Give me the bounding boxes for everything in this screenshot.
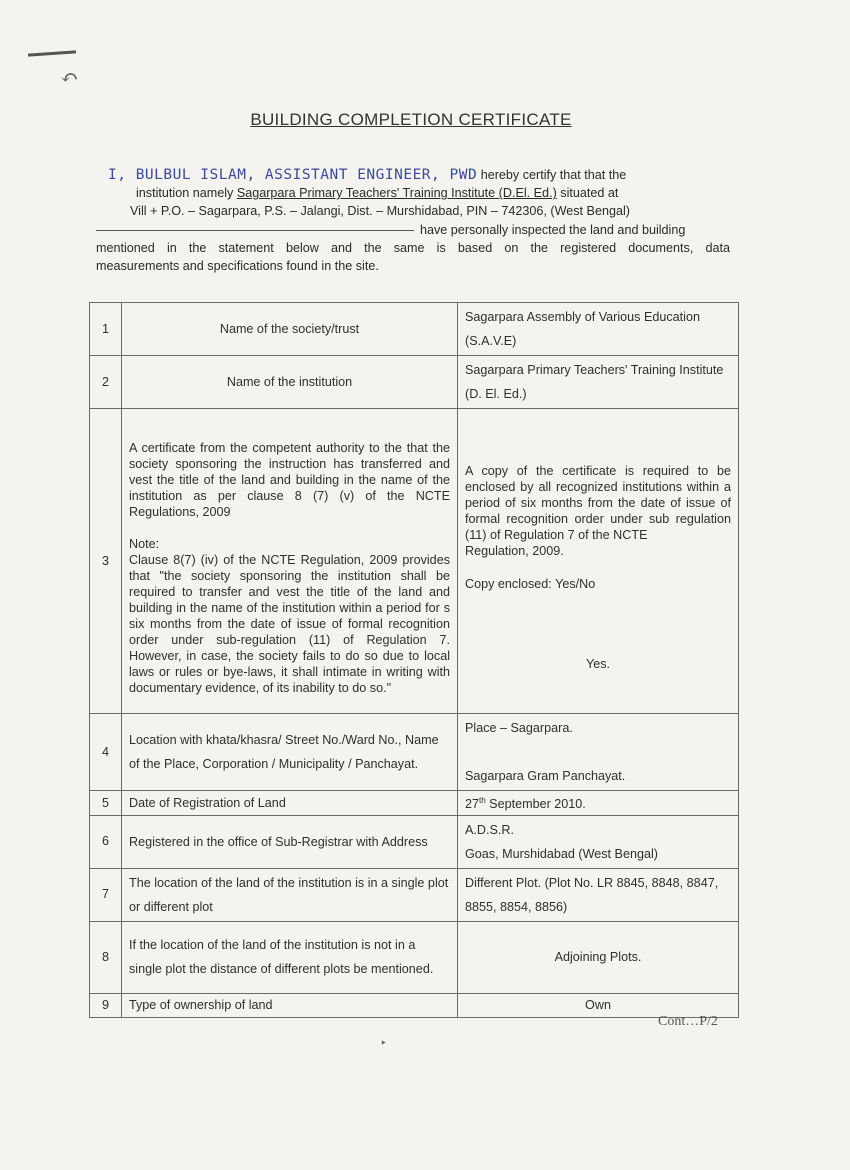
page-title: BUILDING COMPLETION CERTIFICATE [250,110,572,129]
blank-line [96,230,414,231]
handwritten-certifier: I, BULBUL ISLAM, ASSISTANT ENGINEER, PWD [108,167,478,183]
table-row: 6 Registered in the office of Sub-Registrar with Address A.D.S.R. Goas, Murshidabad (West Bengal) [90,815,739,868]
table-row: 9 Type of ownership of land Own [90,993,739,1017]
certification-statement: I, BULBUL ISLAM, ASSISTANT ENGINEER, PWD hereby certify that that the institution namely Sagarpara Primary Teachers' Training Institute (D.El. Ed.) situated at Vill + P.O. – Sagarpara, P.S. – Jalangi, Dist. – Murshidabad, PIN – 742306, (West Bengal) have personally inspected the land and building mentioned in the statement below and the same is based on the registered documents, data measurements and specifications found in the site. [96,167,730,274]
table-row: 4 Location with khata/khasra/ Street No./Ward No., Name of the Place, Corporation / Municipality / Panchayat. Place – Sagarpara. Sagarpara Gram Panchayat. [90,714,739,791]
details-table [89,302,739,1018]
ink-speck: ‣ [380,1036,388,1050]
pen-mark [28,50,76,56]
table-row: 5 Date of Registration of Land 27th September 2010. [90,791,739,816]
table-row: 3 A certificate from the competent authority to the that the society sponsoring the instruction has transferred and vest the title of the land and building in the name of the institution as per clause 8 (7) (v) of the NCTE Regulations, 2009 Note: Clause 8(7) (iv) of the NCTE Regulation, 2009 provides that "the society sponsoring the institution shall be required to transfer and vest the title of the land and building in the name of the institution within a period for s six months from the date of issue of formal recognition order under sub-regulation (11) of Regulation 7. However, in case, the society fails to do so due to local laws or rules or bye-laws, it shall intimate in writing with documentary evidence, of its inability to do so." A copy of the certificate is required to be enclosed by all recognized institutions within a period of six months from the date of issue of formal recognition order under sub regulation (11) of Regulation 7 of the NCTE Regulation, 2009. Copy enclosed: Yes/No Yes. [90,409,739,714]
institution-name: Sagarpara Primary Teachers' Training Institute (D.El. Ed.) [236,186,557,201]
table-row: 7 The location of the land of the institution is in a single plot or different plot Different Plot. (Plot No. LR 8845, 8848, 8847, 8855, 8854, 8856) [90,868,739,921]
table-row: 2 Name of the institution Sagarpara Primary Teachers' Training Institute (D. El. Ed.) [90,356,739,409]
table-row: 1 Name of the society/trust Sagarpara Assembly of Various Education (S.A.V.E) [90,303,739,356]
table-row: 8 If the location of the land of the institution is not in a single plot the distance of different plots be mentioned. Adjoining Plots. [90,921,739,993]
continuation-note: Cont…P/2 [658,1014,718,1029]
pen-curl-mark: ↶ [60,66,79,91]
